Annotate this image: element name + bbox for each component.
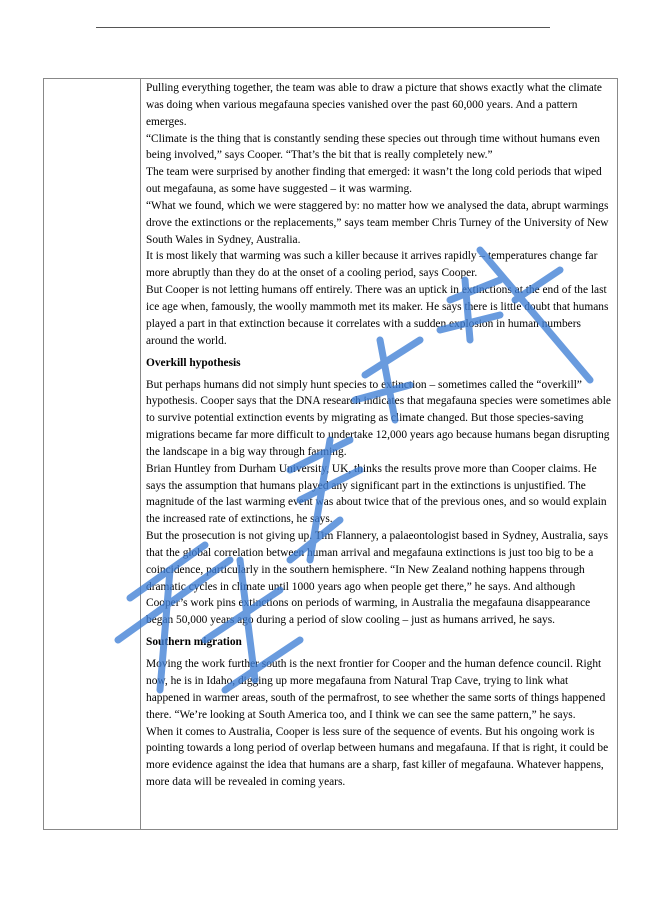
paragraph-7: But perhaps humans did not simply hunt species to extinction – sometimes called the “overkill” hypothesis. Cooper says that the DNA research indicates that megafauna species were sometimes able to survive potential extinction events by migrating as climate changed. But those species-saving migrations became far more difficult to undertake 12,000 years ago because humans began disrupting the landscape in a big way through farming.	[146, 378, 611, 458]
header-rule	[96, 27, 550, 28]
paragraph-2: “Climate is the thing that is constantly sending these species out through time without humans even being involved,” says Cooper. “That’s the bit that is really completely new.”	[146, 132, 600, 162]
left-empty-cell	[44, 79, 141, 829]
section-heading-southern: Southern migration	[146, 636, 242, 649]
paragraph-6: But Cooper is not letting humans off entirely. There was an uptick in extinctions at the end of the last ice age when, famously, the woolly mammoth met its maker. He says there is little doubt that humans played a part in that extinction because it correlates with a sudden explosion in human numbers around the world.	[146, 284, 609, 347]
paragraph-3: The team were surprised by another finding that emerged: it wasn’t the long cold periods that wiped out megafauna, as some have suggested – it was warming.	[146, 166, 602, 196]
paragraph-10: Moving the work further south is the next frontier for Cooper and the human defence council. Right now, he is in Idaho, digging up more megafauna from Natural Trap Cave, trying to link what happened in warmer areas, south of the permafrost, to see whether the same sorts of things happened there. “We’re looking at South America too, and I think we can see the same pattern,” he says.	[146, 658, 606, 721]
section-heading-overkill: Overkill hypothesis	[146, 356, 241, 369]
paragraph-11: When it comes to Australia, Cooper is less sure of the sequence of events. But his ongoing work is pointing towards a long period of overlap between humans and megafauna. If that is right, it could be more evidence against the idea that humans are a sharp, fast killer of megafauna. Whatever happens, more data will be revealed in coming years.	[146, 725, 609, 789]
paragraph-9: But the prosecution is not giving up. Tim Flannery, a palaeontologist based in Sydney, Australia, says that the global correlation between human arrival and megafauna extinctions is just too big to be a coincidence, particularly in the southern hemisphere. “In New Zealand nothing happens through dramatic cycles in climate until 1000 years ago when people get there,” he says. And although Cooper’s work pins extinctions on periods of warming, in Australia the megafauna disappearance began 50,000 years ago during a period of slow cooling – just as humans arrived, he says.	[146, 530, 609, 627]
paragraph-4: “What we found, which we were staggered by: no matter how we analysed the data, abrupt warmings drove the extinctions or the replacements,” says team member Chris Turney of the University of New South Wales in Sydney, Australia.	[146, 199, 609, 246]
content-table	[43, 78, 618, 830]
article-cell	[141, 79, 617, 829]
paragraph-5: It is most likely that warming was such a killer because it arrives rapidly – temperatures change far more abruptly than they do at the onset of a cooling period, says Cooper.	[146, 250, 598, 280]
paragraph-1: Pulling everything together, the team was able to draw a picture that shows exactly what the climate was doing when various megafauna species vanished over the past 60,000 years. And a pattern emerges.	[146, 82, 602, 128]
paragraph-8: Brian Huntley from Durham University, UK, thinks the results prove more than Cooper claims. He says the assumption that humans played any significant part in the extinctions is unjustified. The magnitude of the last warming event was about twice that of the previous ones, and so would explain the increased rate of extinctions, he says.	[146, 462, 607, 526]
